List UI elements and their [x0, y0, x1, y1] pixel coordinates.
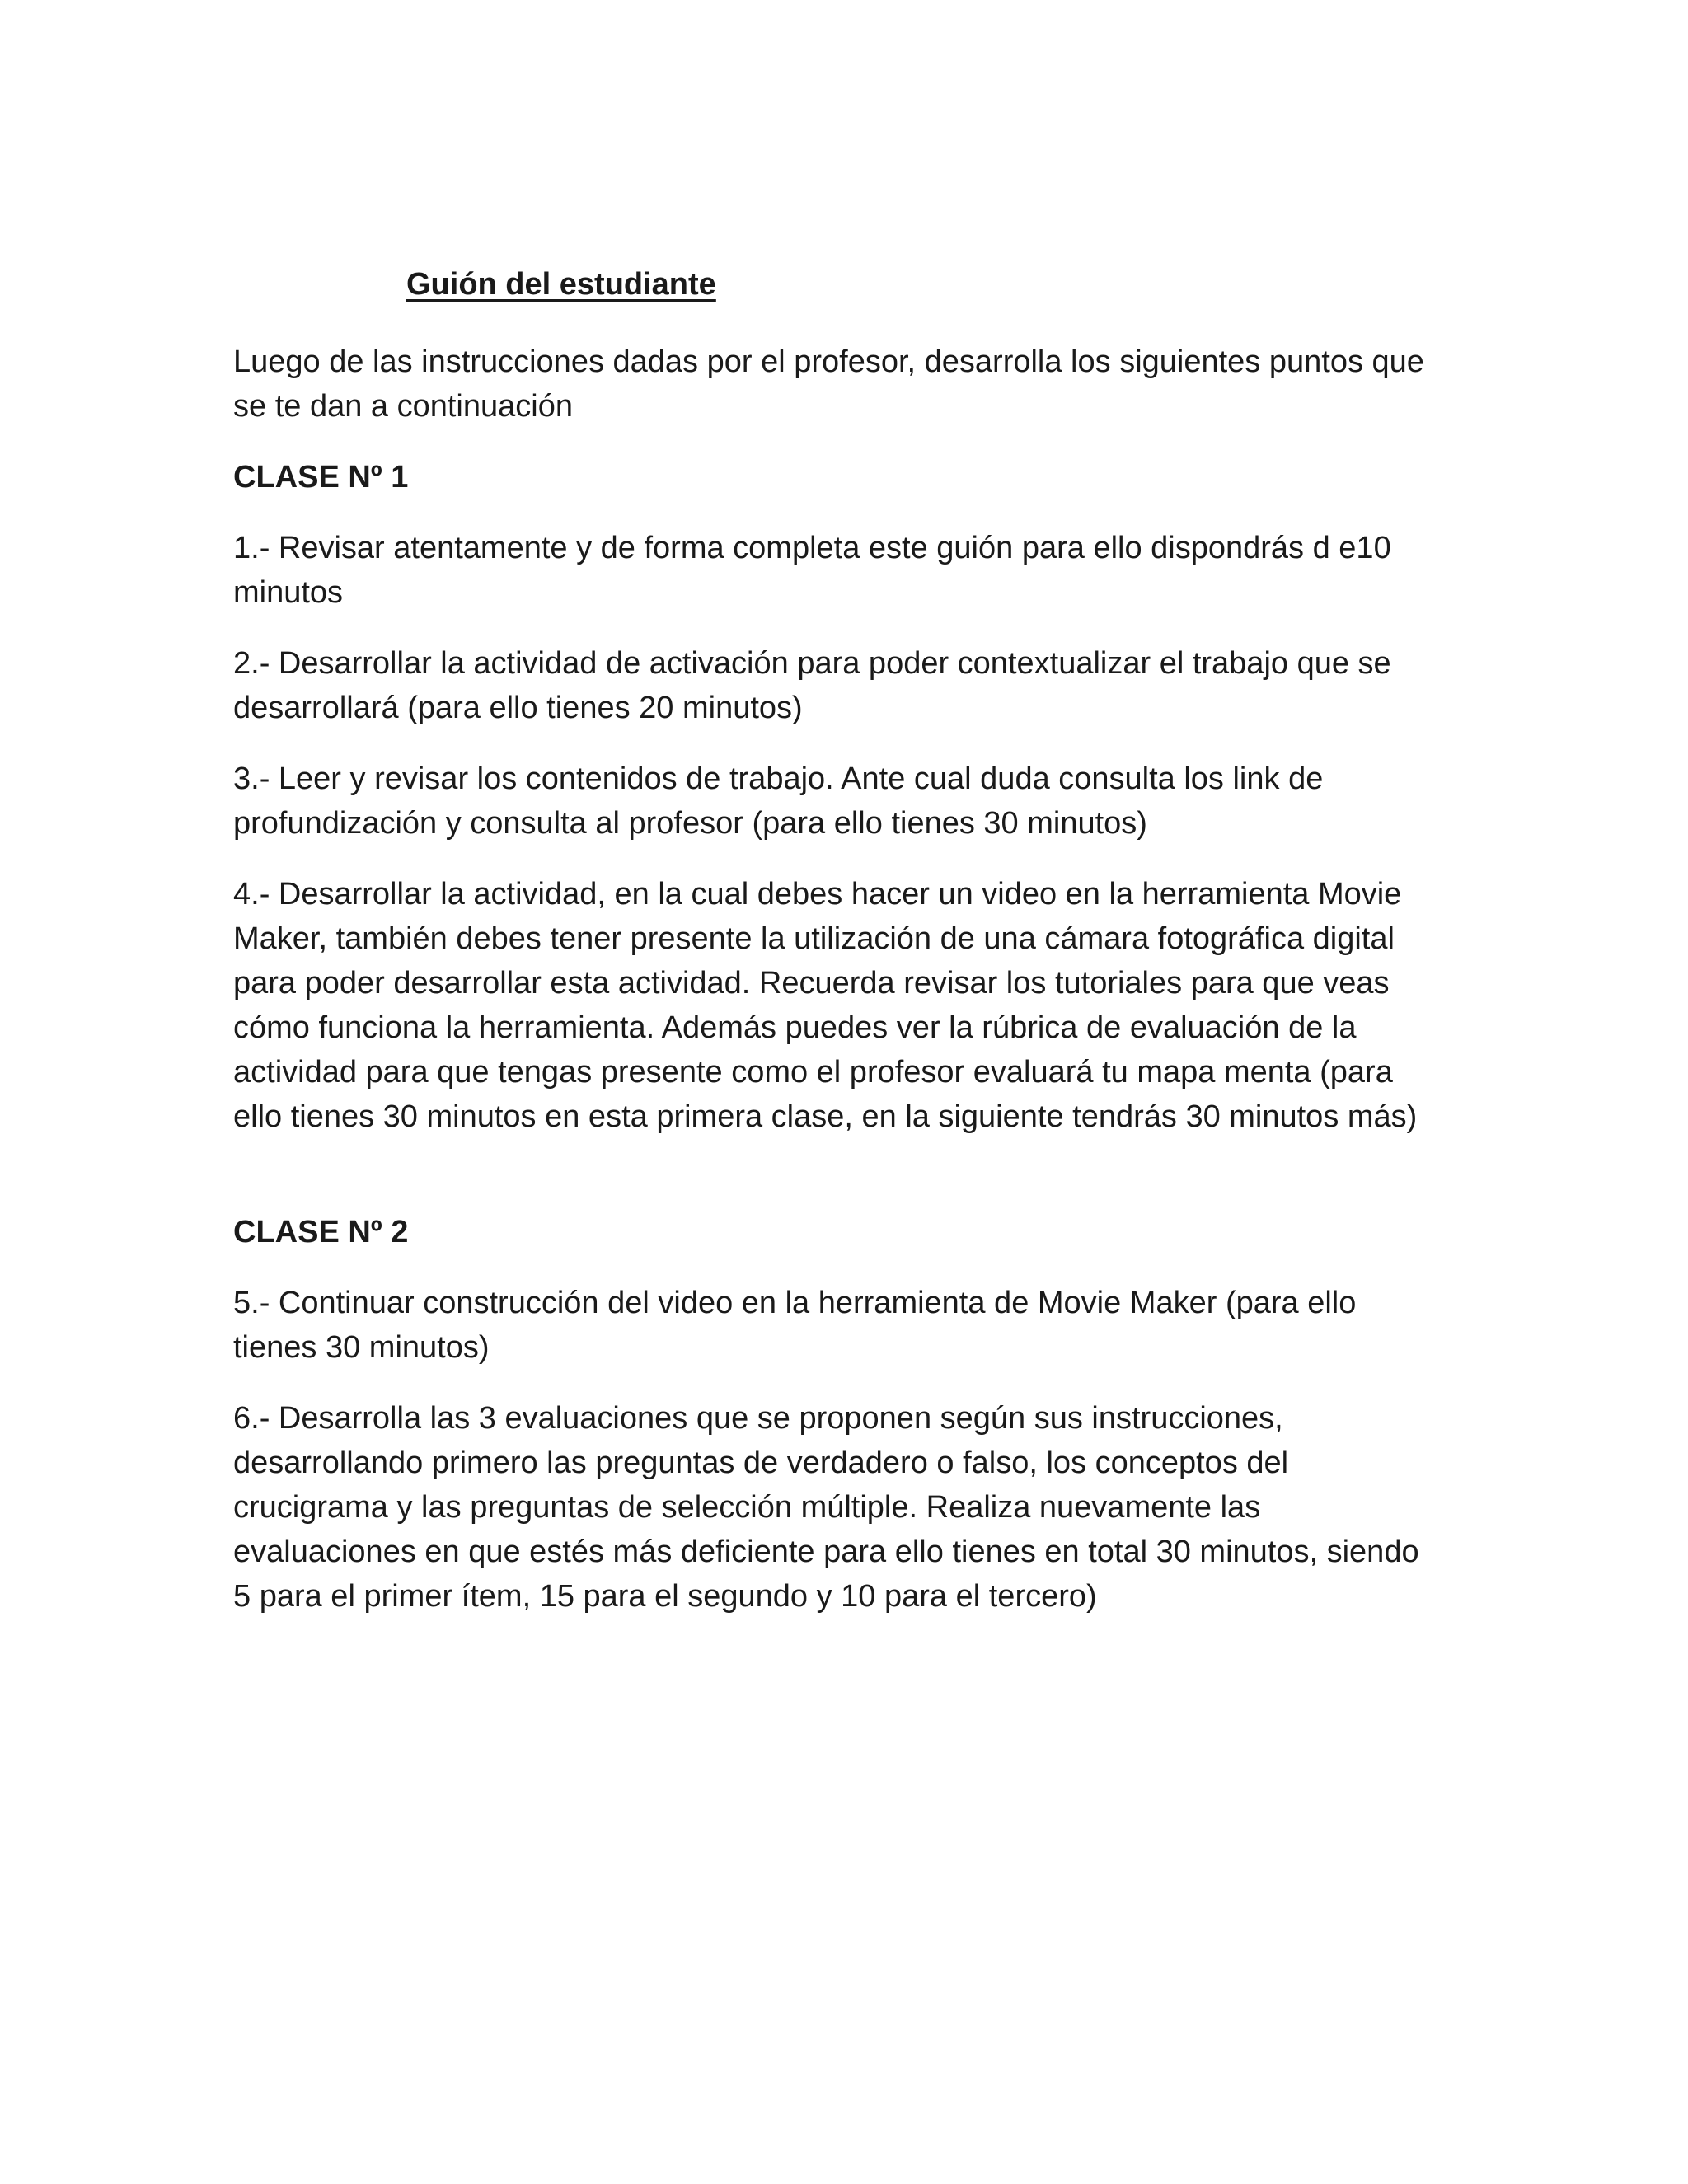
instruction-item-3: 3.- Leer y revisar los contenidos de trabajo. Ante cual duda consulta los link de profundización y consulta al profesor (para ello tienes 30 minutos)	[233, 762, 1324, 841]
instruction-item-1: 1.- Revisar atentamente y de forma completa este guión para ello dispondrás d e10 minutos	[233, 531, 1391, 610]
instruction-item-4: 4.- Desarrollar la actividad, en la cual debes hacer un video en la herramienta Movie Maker, también debes tener presente la utilización de una cámara fotográfica digital para poder desarrollar esta actividad. Recuerda revisar los tutoriales para que veas cómo funciona la herramienta. Además puedes ver la rúbrica de evaluación de la actividad para que tengas presente como el profesor evaluará tu mapa menta (para ello tienes 30 minutos en esta primera clase, en la siguiente tendrás 30 minutos más)	[233, 877, 1418, 1134]
instruction-item-2: 2.- Desarrollar la actividad de activación para poder contextualizar el trabajo que se desarrollará (para ello tienes 20 minutos)	[233, 646, 1391, 725]
class-1-heading: CLASE Nº 1	[233, 460, 409, 494]
instruction-item-6: 6.- Desarrolla las 3 evaluaciones que se proponen según sus instrucciones, desarrollando primero las preguntas de verdadero o falso, los conceptos del crucigrama y las preguntas de selección múltiple. Realiza nuevamente las evaluaciones en que estés más deficiente para ello tienes en total 30 minutos, siendo 5 para el primer ítem, 15 para el segundo y 10 para el tercero)	[233, 1401, 1419, 1614]
class-2-heading: CLASE Nº 2	[233, 1215, 409, 1249]
document-body	[233, 262, 1445, 1645]
intro-paragraph: Luego de las instrucciones dadas por el profesor, desarrolla los siguientes puntos que se te dan a continuación	[233, 344, 1424, 424]
instruction-item-5: 5.- Continuar construcción del video en la herramienta de Movie Maker (para ello tienes 30 minutos)	[233, 1286, 1357, 1365]
document-title: Guión del estudiante	[406, 267, 716, 302]
section-spacer	[233, 1165, 1445, 1210]
